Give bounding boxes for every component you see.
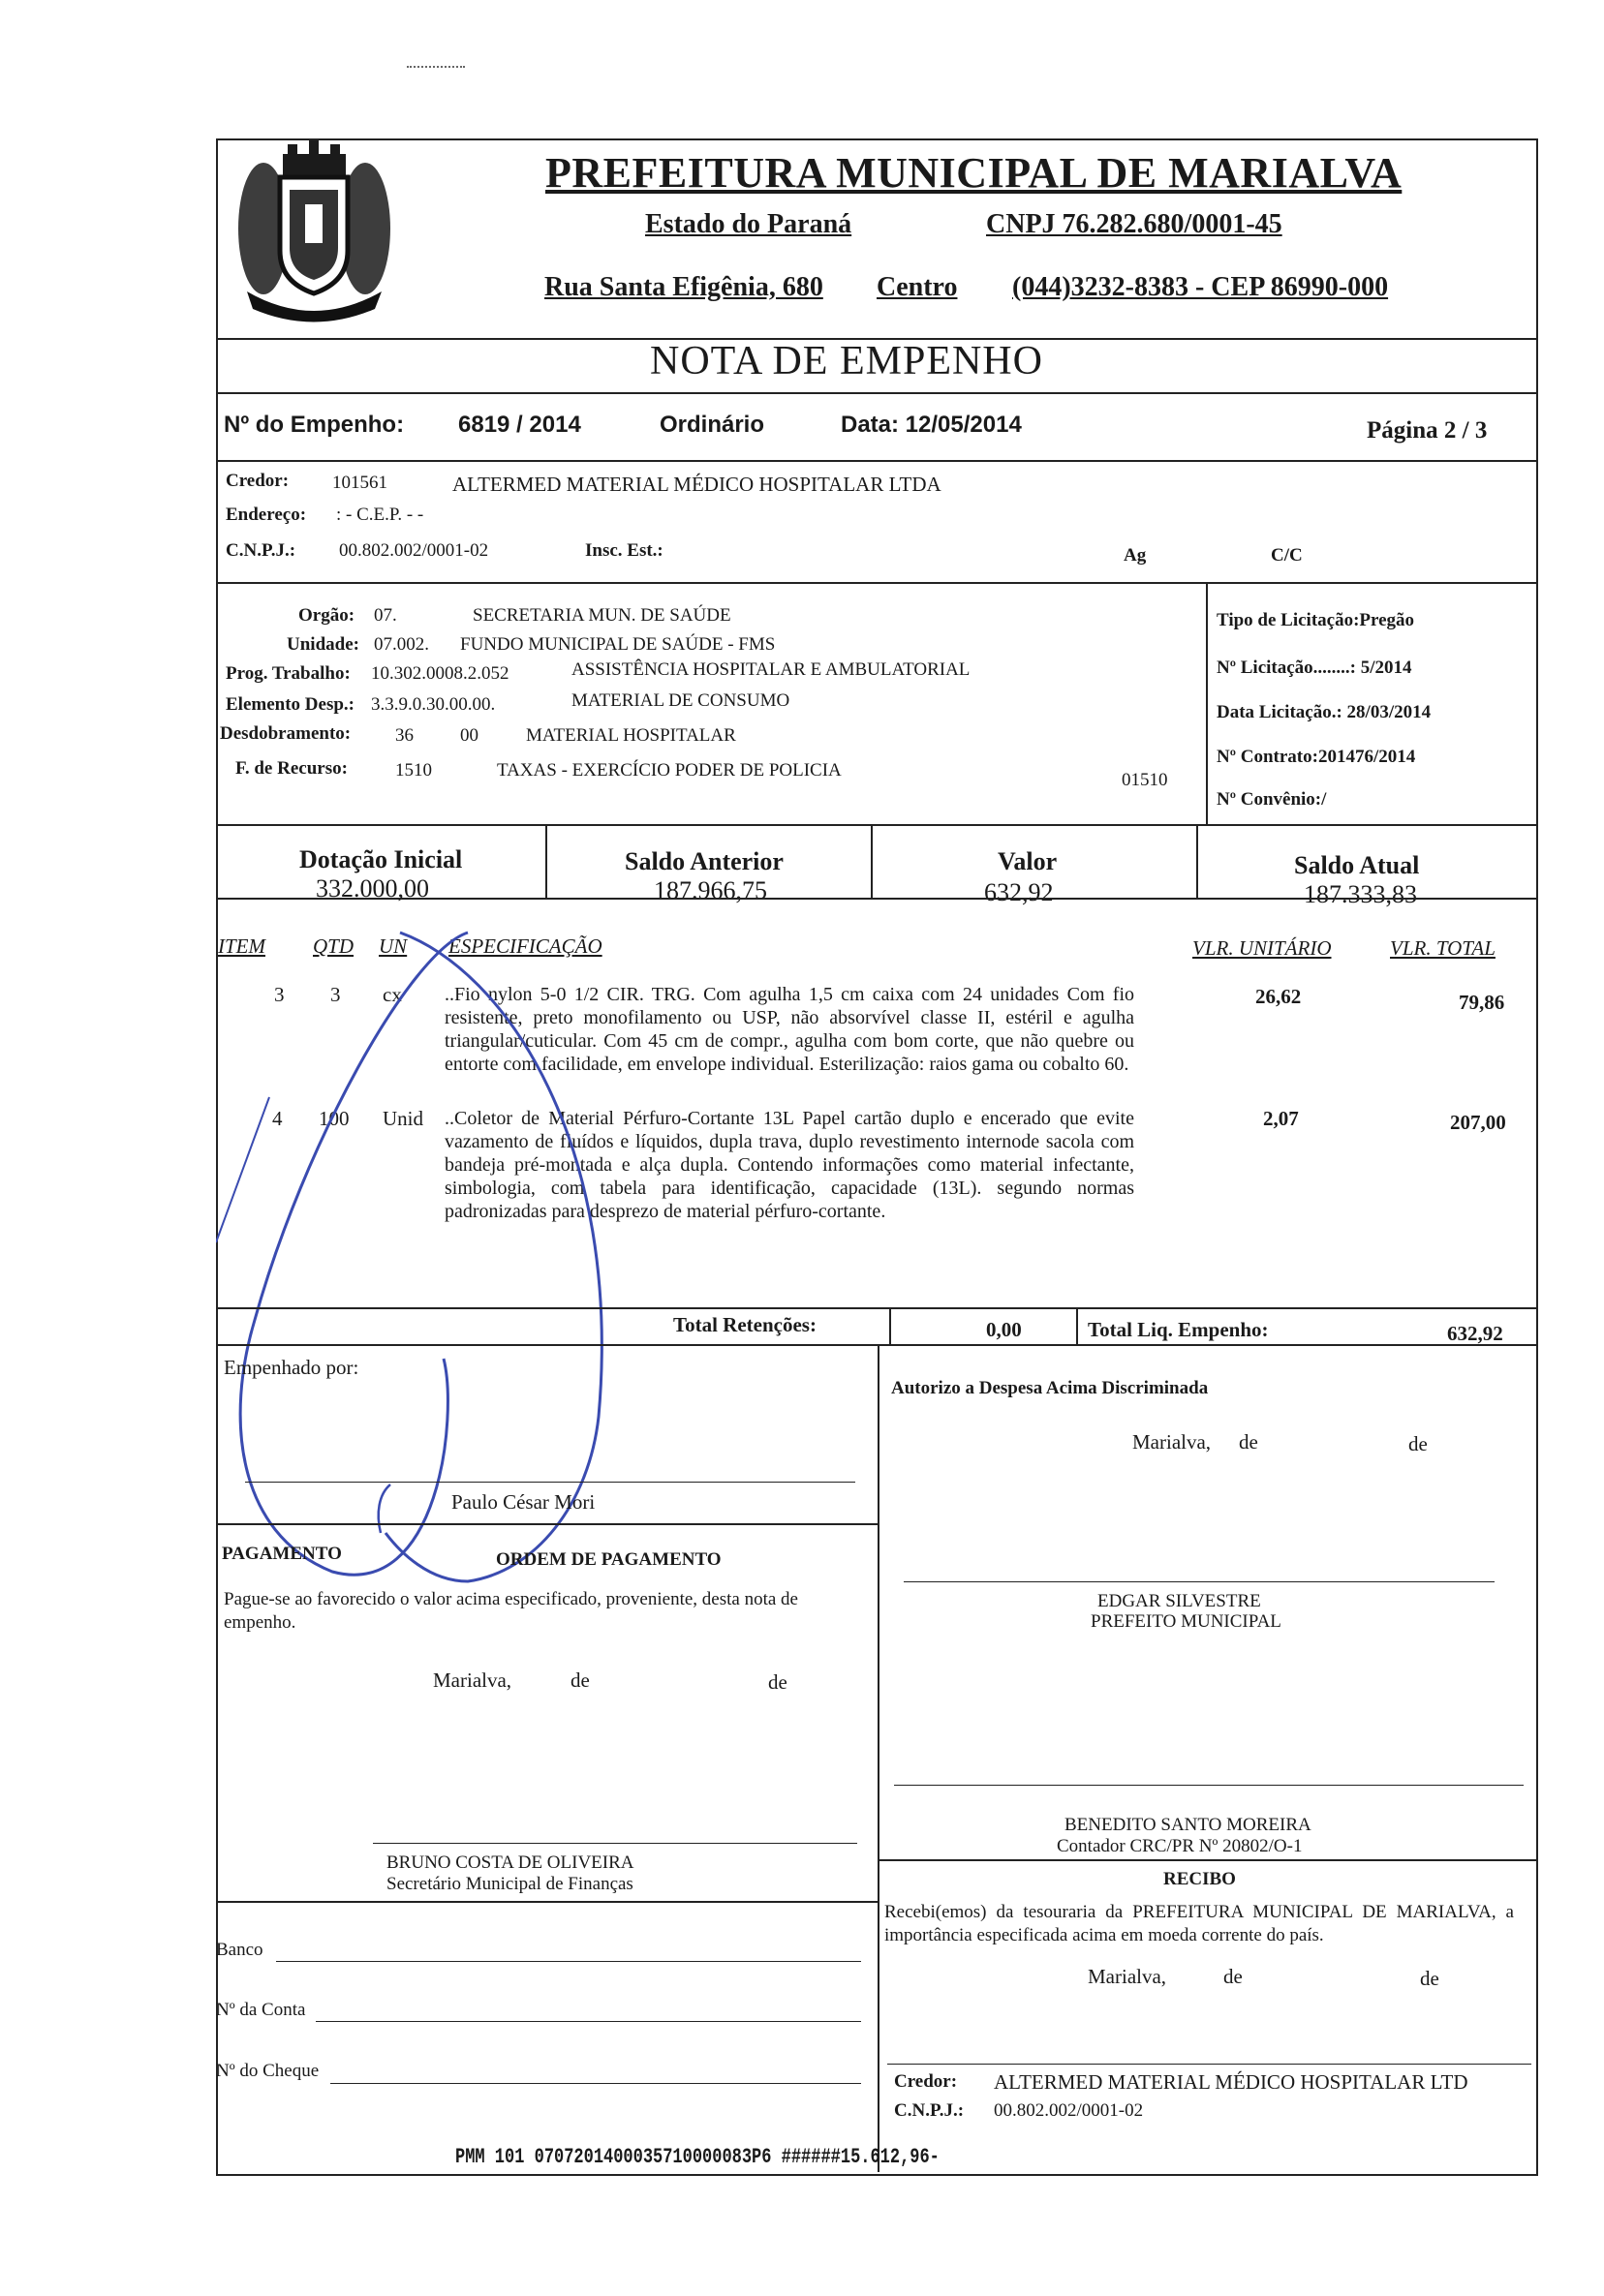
item2-unit-price: 2,07 <box>1263 1107 1299 1130</box>
unidade-name: FUNDO MUNICIPAL DE SAÚDE - FMS <box>460 634 776 655</box>
pagamento-local: Marialva, <box>433 1668 512 1692</box>
banco-label: Banco <box>216 1940 263 1960</box>
insc-est-label: Insc. Est.: <box>585 540 663 561</box>
pagamento-texto: Pague-se ao favorecido o valor acima especificado, proveniente, desta nota de empenho. <box>224 1589 798 1633</box>
item2-description: ..Coletor de Material Pérfuro-Cortante 13L Papel cartão duplo e encerado que evite vazamento de fluídos e líquidos, dupla trava, duplo revestimento internode sacola com bandeja pré-montada e alça dupla. Contendo informações como material infectante, simbologia, com tabela para identificação, capacidade (13L). segundo normas padronizadas para desprezo de material pérfuro-cortante. <box>445 1108 1134 1222</box>
empenho-type: Ordinário <box>660 412 765 438</box>
page-number: Página 2 / 3 <box>1367 417 1488 444</box>
col-vlr-unitario: VLR. UNITÁRIO <box>1192 936 1332 960</box>
desdobramento-code1: 36 <box>395 725 414 746</box>
empenho-date: Data: 12/05/2014 <box>841 412 1022 438</box>
endereco-value: : - C.E.P. - - <box>336 505 424 525</box>
desdobramento-code2: 00 <box>460 725 478 746</box>
scan-mark <box>407 66 465 74</box>
item1-number: 3 <box>274 983 285 1006</box>
total-liquido-label: Total Liq. Empenho: <box>1088 1318 1269 1341</box>
telefone-cep: (044)3232-8383 - CEP 86990-000 <box>1012 272 1389 302</box>
ag-label: Ag <box>1124 545 1147 566</box>
col-un: UN <box>379 934 408 958</box>
orgao-label: Orgão: <box>298 605 355 626</box>
item1-description: ..Fio nylon 5-0 1/2 CIR. TRG. Com agulha 1,5 cm caixa com 24 unidades Com fio resistente, preto monofilamento ou USP, não absorvível classe II, estéril e agulha triangular/cuticular. Com 45 cm de compr., agulha com bom corte, que não quebre ou entorte com facilidade, em envelope individual. Esterilização: raios gama ou cobalto 60. <box>445 984 1134 1075</box>
footer-code: PMM 101 0707201400035710000083P6 ######15.612,96- <box>455 2146 940 2170</box>
orgao-name: SECRETARIA MUN. DE SAÚDE <box>473 605 731 626</box>
prefeito-nome: EDGAR SILVESTRE <box>1097 1591 1261 1611</box>
autorizo-texto: Autorizo a Despesa Acima Discriminada <box>891 1378 1209 1398</box>
item2-un: Unid <box>383 1107 423 1130</box>
endereco-prefeitura: Rua Santa Efigênia, 680 <box>544 272 823 302</box>
recibo-cnpj-value: 00.802.002/0001-02 <box>994 2100 1144 2121</box>
dotacao-value: 332.000,00 <box>316 874 429 903</box>
cheque-label: Nº do Cheque <box>216 2061 320 2081</box>
fonte-recurso-name: TAXAS - EXERCÍCIO PODER DE POLICIA <box>497 760 842 781</box>
data-licitacao: Data Licitação.: 28/03/2014 <box>1217 702 1432 722</box>
contador-cargo: Contador CRC/PR Nº 20802/O-1 <box>1057 1836 1303 1856</box>
saldo-anterior-value: 187.966,75 <box>654 876 767 904</box>
recibo-texto: Recebi(emos) da tesouraria da PREFEITURA MUNICIPAL DE MARIALVA, a importância especificada acima em moeda corrente do país. <box>884 1902 1514 1945</box>
endereco-label: Endereço: <box>226 505 307 525</box>
col-item: ITEM <box>218 934 265 958</box>
recibo-de1: de <box>1223 1965 1243 1988</box>
tipo-licitacao: Tipo de Licitação:Pregão <box>1217 610 1415 630</box>
orgao-code: 07. <box>374 605 397 626</box>
document-title: NOTA DE EMPENHO <box>650 339 1043 383</box>
recibo-title: RECIBO <box>1163 1869 1236 1889</box>
total-retencoes-value: 0,00 <box>986 1318 1022 1341</box>
recibo-cnpj-label: C.N.P.J.: <box>894 2100 965 2121</box>
empenho-number-label: Nº do Empenho: <box>224 412 405 438</box>
numero-contrato: Nº Contrato:201476/2014 <box>1217 747 1416 767</box>
cc-label: C/C <box>1271 545 1303 566</box>
desdobramento-name: MATERIAL HOSPITALAR <box>526 725 736 746</box>
recibo-credor-label: Credor: <box>894 2071 958 2092</box>
recibo-de2: de <box>1420 1967 1439 1990</box>
prog-trabalho-name: ASSISTÊNCIA HOSPITALAR E AMBULATORIAL <box>571 659 971 680</box>
coat-of-arms-logo <box>230 137 399 330</box>
desdobramento-label: Desdobramento: <box>220 723 352 744</box>
item1-unit-price: 26,62 <box>1255 985 1302 1008</box>
valor-value: 632,92 <box>984 878 1054 906</box>
elemento-label: Elemento Desp.: <box>226 694 355 715</box>
prog-trabalho-label: Prog. Trabalho: <box>226 663 351 684</box>
item2-number: 4 <box>272 1107 283 1130</box>
unidade-label: Unidade: <box>287 634 359 655</box>
total-retencoes-label: Total Retenções: <box>673 1313 817 1336</box>
item1-qtd: 3 <box>330 983 341 1006</box>
empenho-number: 6819 / 2014 <box>458 412 581 438</box>
nota-de-empenho-form <box>216 138 1538 2182</box>
estado: Estado do Paraná <box>645 209 852 239</box>
ordem-pagamento-label: ORDEM DE PAGAMENTO <box>496 1549 722 1570</box>
credor-label: Credor: <box>226 471 290 491</box>
cnpj-credor-label: C.N.P.J.: <box>226 540 296 561</box>
col-vlr-total: VLR. TOTAL <box>1390 936 1496 960</box>
pagamento-de2: de <box>768 1670 787 1694</box>
fonte-recurso-code2: 01510 <box>1122 770 1168 790</box>
prefeito-cargo: PREFEITO MUNICIPAL <box>1091 1611 1281 1632</box>
conta-label: Nº da Conta <box>216 2000 306 2020</box>
valor-label: Valor <box>998 847 1058 875</box>
autorizo-de2: de <box>1408 1432 1428 1455</box>
secretario-nome: BRUNO COSTA DE OLIVEIRA <box>386 1852 634 1873</box>
empenhado-por-label: Empenhado por: <box>224 1356 359 1379</box>
col-qtd: QTD <box>313 934 355 958</box>
cnpj-prefeitura: CNPJ 76.282.680/0001-45 <box>986 209 1282 239</box>
saldo-atual-label: Saldo Atual <box>1294 851 1420 879</box>
bairro: Centro <box>877 272 958 302</box>
empenhado-por-nome: Paulo César Mori <box>451 1490 596 1514</box>
recibo-credor-nome: ALTERMED MATERIAL MÉDICO HOSPITALAR LTD <box>994 2070 1468 2094</box>
secretario-cargo: Secretário Municipal de Finanças <box>386 1874 633 1894</box>
prefeitura-title: PREFEITURA MUNICIPAL DE MARIALVA <box>545 149 1403 197</box>
item1-total: 79,86 <box>1459 991 1505 1014</box>
dotacao-label: Dotação Inicial <box>299 845 463 873</box>
credor-code: 101561 <box>332 473 387 493</box>
autorizo-local: Marialva, <box>1132 1430 1212 1454</box>
total-liquido-value: 632,92 <box>1447 1322 1503 1345</box>
handwritten-circle-mark <box>216 913 652 1591</box>
unidade-code: 07.002. <box>374 634 429 655</box>
item2-qtd: 100 <box>319 1107 350 1130</box>
cnpj-credor-value: 00.802.002/0001-02 <box>339 540 489 561</box>
credor-name: ALTERMED MATERIAL MÉDICO HOSPITALAR LTDA <box>452 473 941 496</box>
recibo-local: Marialva, <box>1088 1965 1167 1988</box>
autorizo-de1: de <box>1239 1430 1258 1454</box>
saldo-atual-value: 187.333,83 <box>1304 880 1417 908</box>
pagamento-label: PAGAMENTO <box>222 1544 342 1564</box>
fonte-recurso-label: F. de Recurso: <box>235 758 348 779</box>
col-especificacao: ESPECIFICAÇÃO <box>448 934 602 958</box>
saldo-anterior-label: Saldo Anterior <box>625 847 784 875</box>
fonte-recurso-code: 1510 <box>395 760 432 781</box>
elemento-name: MATERIAL DE CONSUMO <box>571 690 790 711</box>
prog-trabalho-code: 10.302.0008.2.052 <box>371 663 509 684</box>
contador-nome: BENEDITO SANTO MOREIRA <box>1064 1815 1311 1835</box>
elemento-code: 3.3.9.0.30.00.00. <box>371 694 496 715</box>
pagamento-de1: de <box>571 1668 590 1692</box>
numero-convenio: Nº Convênio:/ <box>1217 789 1327 810</box>
item1-un: cx <box>383 983 402 1006</box>
item2-total: 207,00 <box>1450 1111 1506 1134</box>
numero-licitacao: Nº Licitação........: 5/2014 <box>1217 658 1412 678</box>
